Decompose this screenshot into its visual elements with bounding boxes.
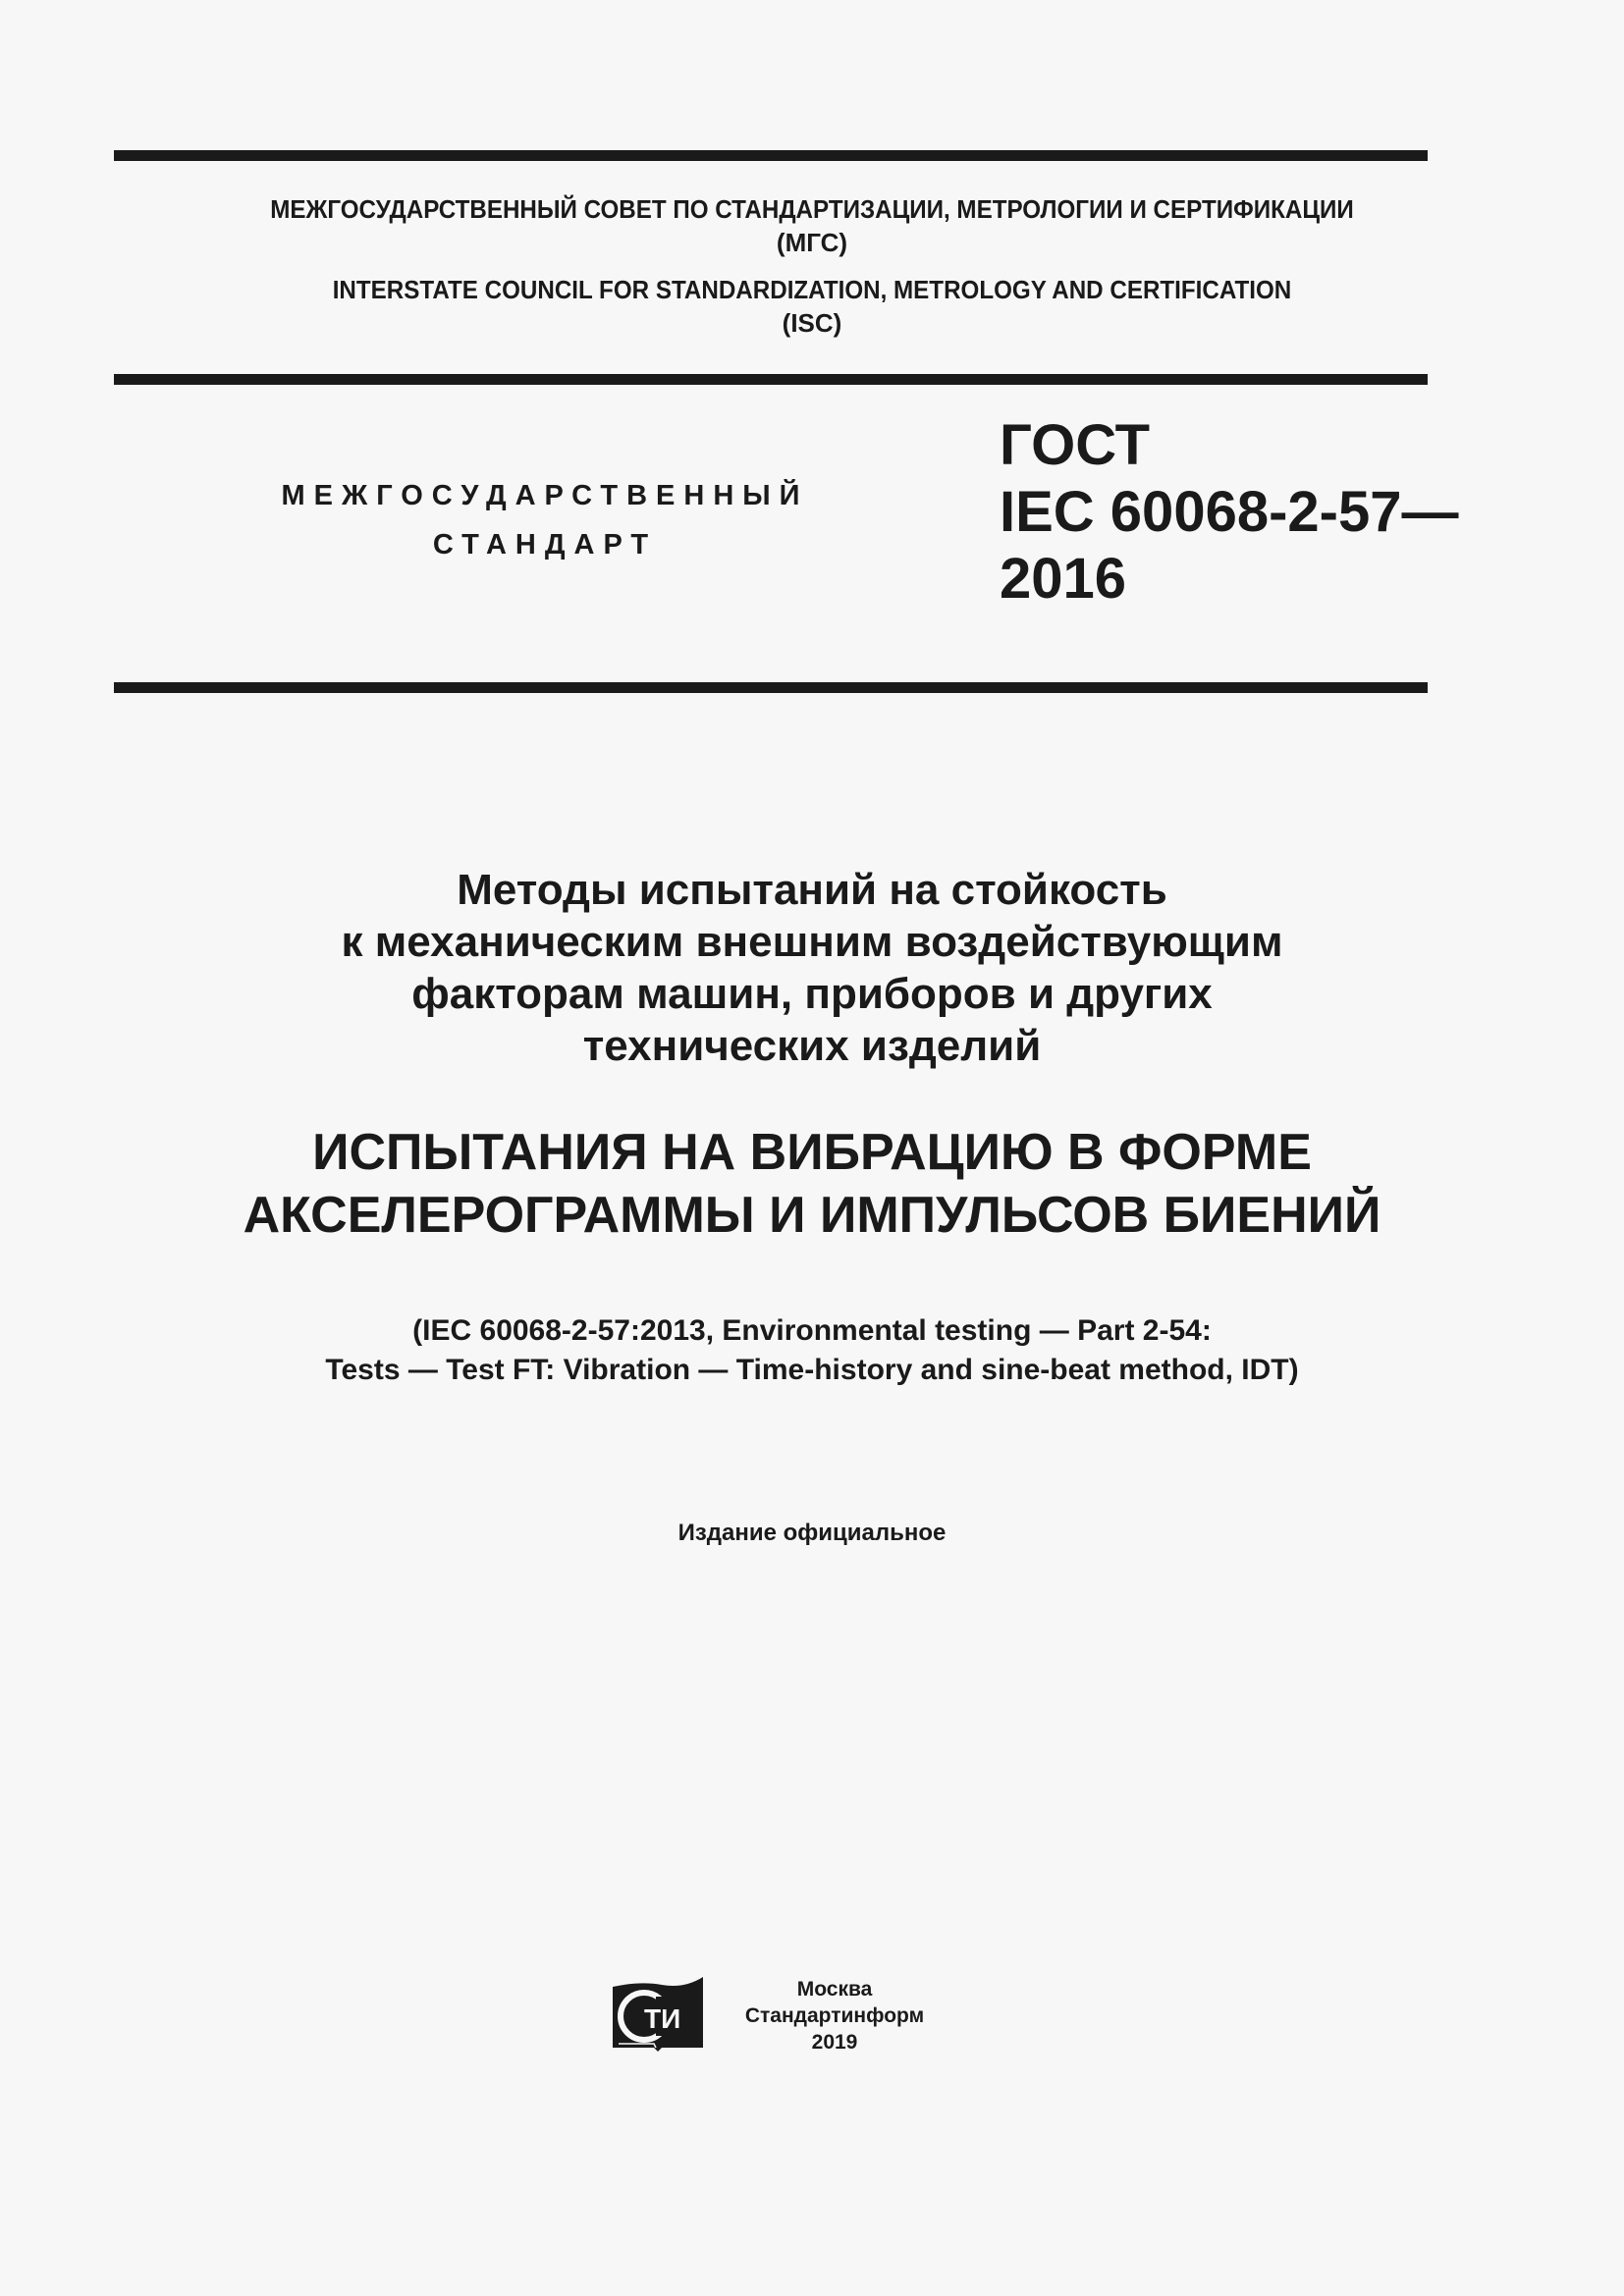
- gost-line3: 2016: [1000, 547, 1127, 611]
- publisher-city: Москва: [796, 1978, 873, 2001]
- gost-line1: ГОСТ: [1000, 413, 1151, 477]
- top-rule: [114, 150, 1428, 161]
- general-title-line: Методы испытаний на стойкость: [457, 866, 1167, 914]
- iec-reference-line: (IEC 60068-2-57:2013, Environmental testing — Part 2-54:: [412, 1314, 1212, 1347]
- council-header: [0, 192, 1624, 340]
- edition-label: Издание официальное: [677, 1520, 947, 1546]
- standard-type-line2: СТАНДАРТ: [432, 529, 658, 561]
- specific-title: [0, 1121, 1624, 1247]
- general-title: [0, 864, 1624, 1072]
- general-title-line: к механическим внешним воздействующим: [341, 918, 1283, 966]
- specific-title-line: ИСПЫТАНИЯ НА ВИБРАЦИЮ В ФОРМЕ: [312, 1124, 1312, 1181]
- iec-reference-line: Tests — Test FT: Vibration — Time-history and sine-beat method, IDT): [325, 1354, 1299, 1386]
- specific-title-line: АКСЕЛЕРОГРАММЫ И ИМПУЛЬСОВ БИЕНИЙ: [243, 1187, 1381, 1244]
- gost-designation: [1000, 412, 1458, 613]
- bottom-rule: [114, 682, 1428, 693]
- middle-rule: [114, 374, 1428, 385]
- standartinform-logo: [611, 1977, 705, 2056]
- publisher-year: 2019: [811, 2031, 858, 2054]
- publisher-name: Стандартинформ: [744, 2004, 925, 2027]
- gost-line2: IEC 60068-2-57—: [1000, 480, 1459, 544]
- council-name-en: INTERSTATE COUNCIL FOR STANDARDIZATION, METROLOGY AND CERTIFICATION: [332, 275, 1292, 304]
- standard-type-line1: МЕЖГОСУДАРСТВЕННЫЙ: [281, 480, 809, 511]
- council-abbr-en: (ISC): [782, 308, 842, 338]
- council-name-ru: МЕЖГОСУДАРСТВЕННЫЙ СОВЕТ ПО СТАНДАРТИЗАЦИИ, МЕТРОЛОГИИ И СЕРТИФИКАЦИИ: [270, 194, 1354, 224]
- logo-text: ТИ: [644, 2003, 681, 2034]
- publisher-block: [717, 1976, 952, 2056]
- general-title-line: факторам машин, приборов и других: [411, 970, 1213, 1018]
- general-title-line: технических изделий: [582, 1022, 1042, 1070]
- iec-reference: [0, 1311, 1624, 1390]
- council-abbr-ru: (МГС): [776, 228, 848, 257]
- standard-type: [245, 471, 844, 569]
